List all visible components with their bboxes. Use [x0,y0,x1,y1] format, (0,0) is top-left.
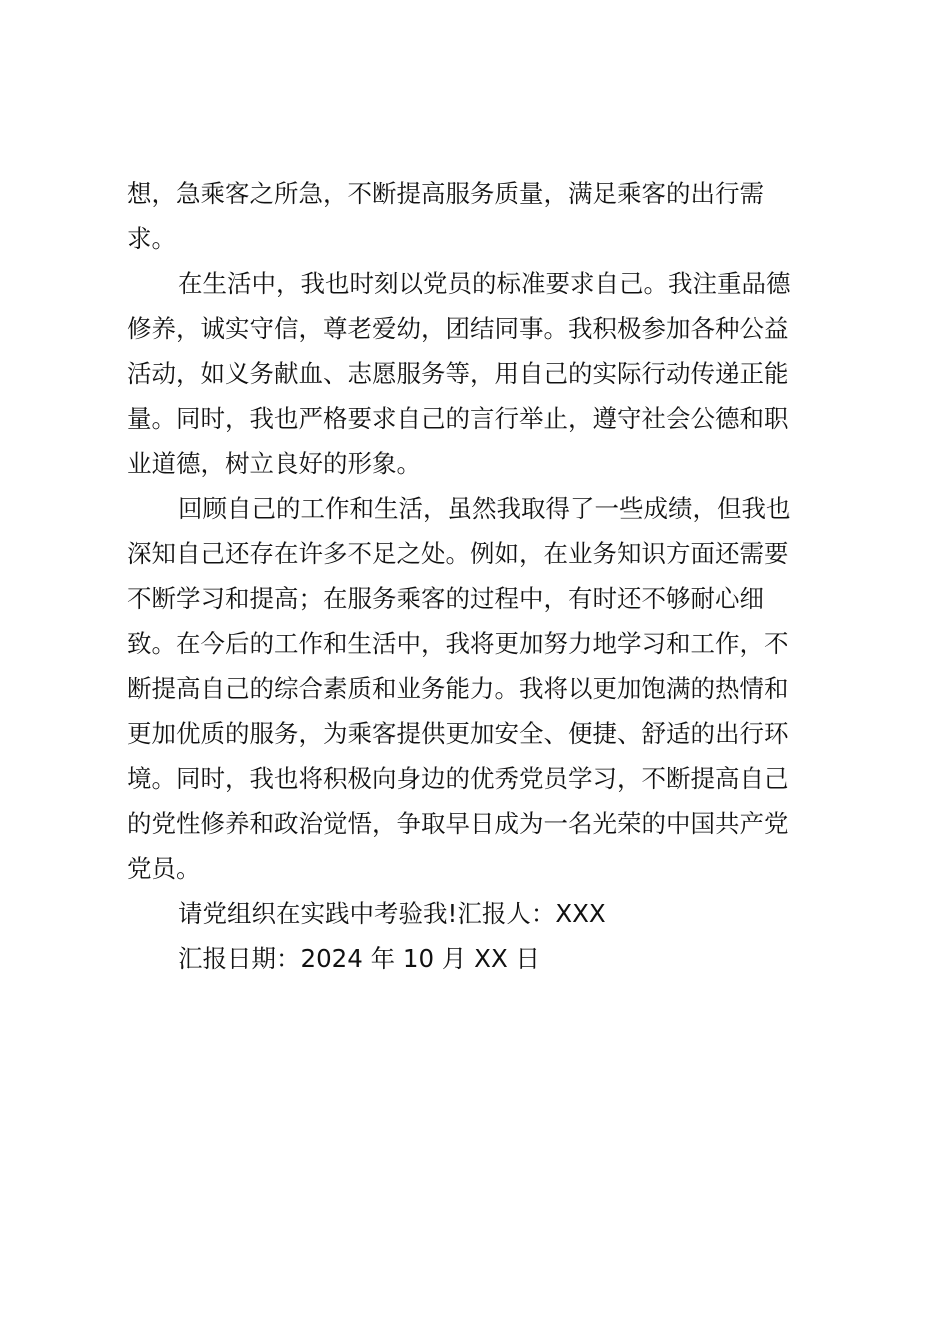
paragraph-service [127,171,823,261]
closing-reporter [127,891,823,936]
text-line: 想，急乘客之所急，不断提高服务质量，满足乘客的出行需 [127,179,764,208]
text-line: 活动，如义务献血、志愿服务等，用自己的实际行动传递正能 [127,359,789,388]
text-line: 汇报日期：2024 年 10 月 XX 日 [178,944,541,973]
paragraph-review [127,486,823,891]
text-line: 求。 [127,224,176,253]
text-line: 更加优质的服务，为乘客提供更加安全、便捷、舒适的出行环 [127,719,789,748]
text-line: 党员。 [127,854,201,883]
text-line: 断提高自己的综合素质和业务能力。我将以更加饱满的热情和 [127,674,789,703]
text-line: 不断学习和提高；在服务乘客的过程中，有时还不够耐心细 [127,584,764,613]
text-line: 深知自己还存在许多不足之处。例如，在业务知识方面还需要 [127,539,789,568]
text-line: 境。同时，我也将积极向身边的优秀党员学习，不断提高自己 [127,764,789,793]
text-line: 在生活中，我也时刻以党员的标准要求自己。我注重品德 [178,269,791,298]
text-line: 回顾自己的工作和生活，虽然我取得了一些成绩，但我也 [178,494,791,523]
document-body [127,171,823,981]
text-line: 致。在今后的工作和生活中，我将更加努力地学习和工作，不 [127,629,789,658]
paragraph-life [127,261,823,486]
closing-date [127,936,823,981]
text-line: 的党性修养和政治觉悟，争取早日成为一名光荣的中国共产党 [127,809,789,838]
text-line: 业道德，树立良好的形象。 [127,449,421,478]
text-line: 量。同时，我也严格要求自己的言行举止，遵守社会公德和职 [127,404,789,433]
text-line: 修养，诚实守信，尊老爱幼，团结同事。我积极参加各种公益 [127,314,789,343]
text-line: 请党组织在实践中考验我!汇报人：XXX [178,899,606,928]
